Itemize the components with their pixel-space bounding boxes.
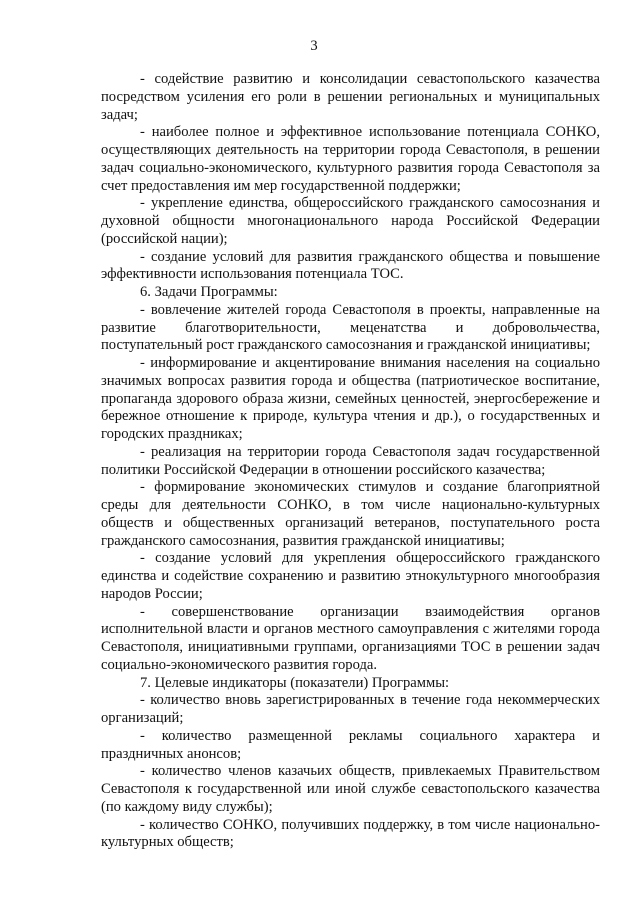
paragraph-indicator-sonko-support: - количество СОНКО, получивших поддержку, в том числе национально-культурных обществ; [101, 816, 600, 851]
paragraph-sonko-potential: - наиболее полное и эффективное использование потенциала СОНКО, осуществляющих деятельность на территории города Севастополя, в решении задач социально-экономического, культурного развития города Севастополя за счет предоставления им мер государственной поддержки; [101, 124, 600, 194]
paragraph-civic-unity: - укрепление единства, общероссийского гражданского самосознания и духовной общности многонационального народа Российской Федерации (российской нации); [101, 195, 600, 247]
page-number: 3 [310, 38, 318, 54]
paragraph-authority-cooperation: - совершенствование организации взаимодействия органов исполнительной власти и органов местного самоуправления с жителями города Севастополя, инициативными группами, организациями ТОС в решении задач социально-экономического развития города. [101, 603, 600, 673]
paragraph-indicator-new-nko: - количество вновь зарегистрированных в течение года некоммерческих организаций; [101, 692, 600, 726]
paragraph-cossack-consolidation: - содействие развитию и консолидации севастопольского казачества посредством усиления его роли в решении региональных и муниципальных задач; [101, 71, 600, 123]
paragraph-economic-incentives: - формирование экономических стимулов и создание благоприятной среды для деятельности СОНКО, в том числе национально-культурных обществ и общественных организаций ветеранов, поступательного роста гражданского самосознания, развития гражданской инициативы; [101, 479, 600, 549]
paragraph-civil-society: - создание условий для развития гражданского общества и повышение эффективности использования потенциала ТОС. [101, 248, 600, 283]
paragraph-public-awareness: - информирование и акцентирование внимания населения на социально значимых вопросах развития города и общества (патриотическое воспитание, пропаганда здорового образа жизни, семейных ценностей, энергосбережение и бережное отношение к природе, культура чтения и др.), о государственных и городских праздниках; [101, 355, 600, 442]
paragraph-resident-involvement: - вовлечение жителей города Севастополя в проекты, направленные на развитие благотворительности, меценатства и добровольчества, поступательный рост гражданского самосознания и гражданской инициативы; [101, 301, 600, 354]
paragraph-indicator-social-ads: - количество размещенной рекламы социального характера и праздничных анонсов; [101, 727, 600, 762]
section-heading-tasks: 6. Задачи Программы: [140, 284, 278, 300]
paragraph-cossack-policy: - реализация на территории города Севастополя задач государственной политики Российской Федерации в отношении российского казачества; [101, 443, 600, 478]
section-heading-indicators: 7. Целевые индикаторы (показатели) Программы: [140, 674, 450, 691]
paragraph-ethnocultural-diversity: - создание условий для укрепления общероссийского гражданского единства и содействие сохранению и развитию этнокультурного многообразия народов России; [101, 550, 600, 602]
document-body [101, 71, 600, 852]
paragraph-indicator-cossack-members: - количество членов казачьих обществ, привлекаемых Правительством Севастополя к государственной или иной службе севастопольского казачества (по каждому виду службы); [101, 763, 600, 815]
